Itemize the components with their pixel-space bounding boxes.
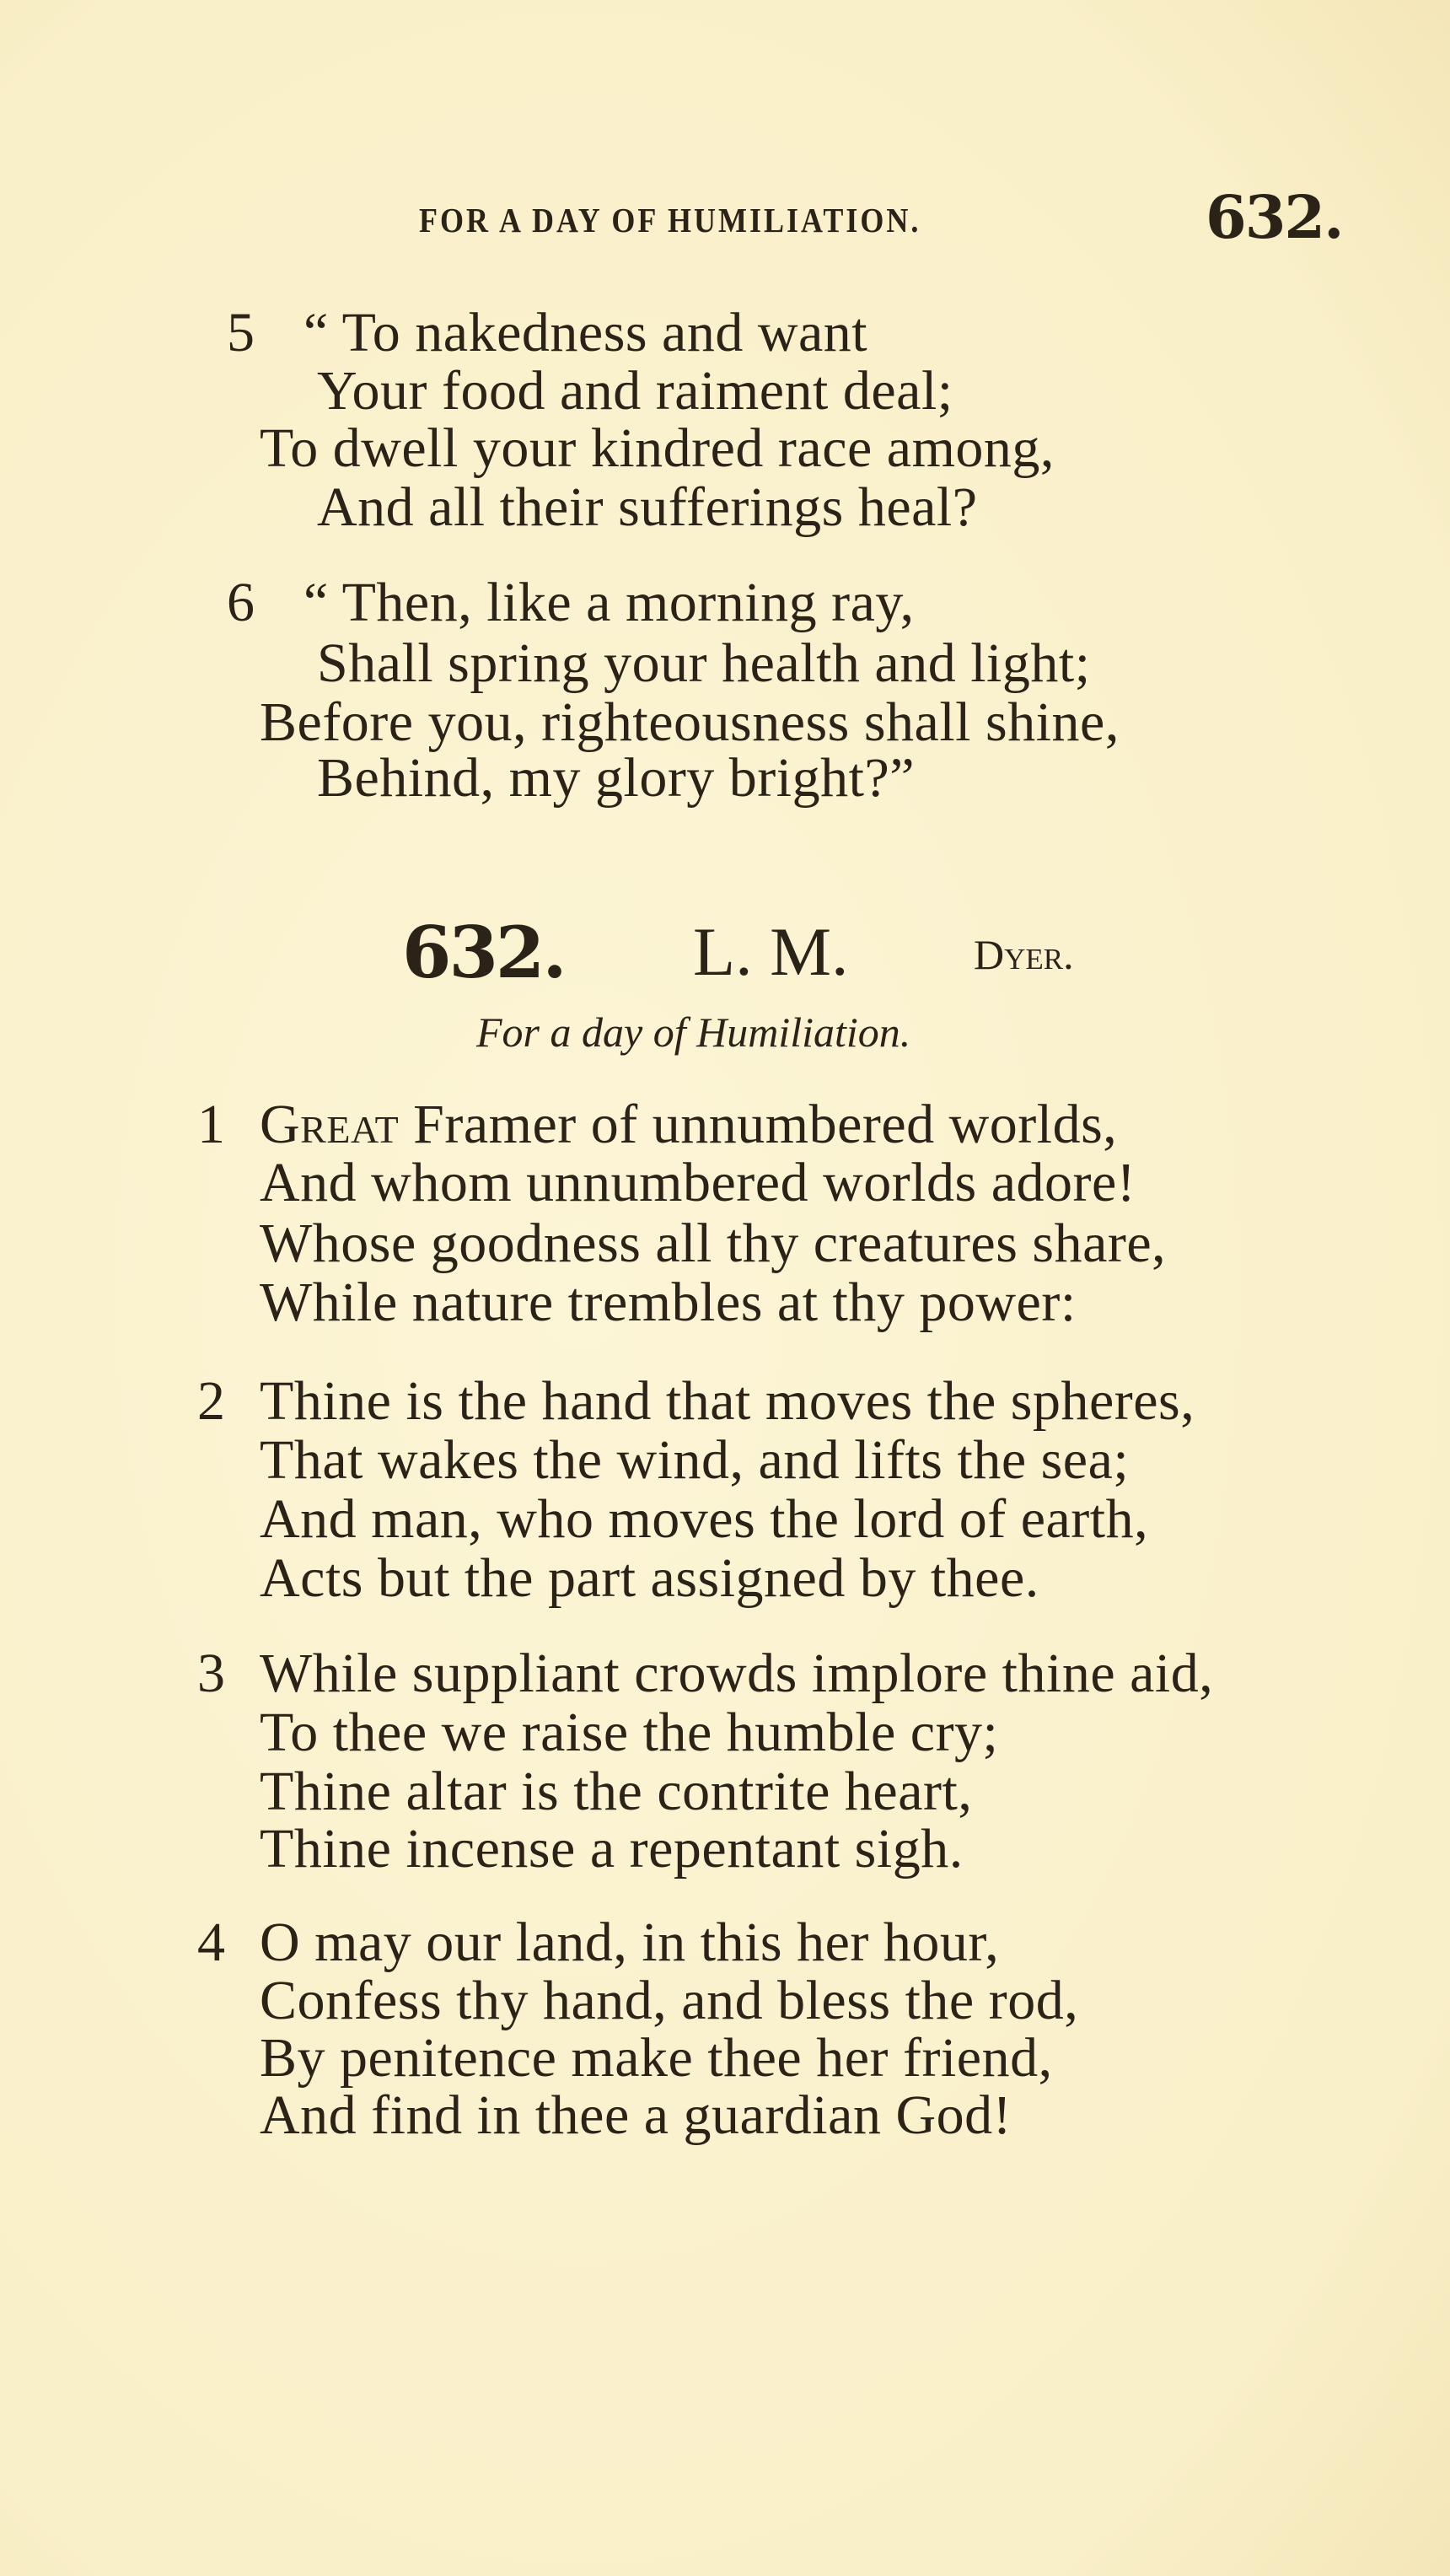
verse-line: Confess thy hand, and bless the rod, [260,1970,1079,2031]
running-title: FOR A DAY OF HUMILIATION. [419,201,921,239]
verse-line: “ Then, like a morning ray, [303,572,915,633]
verse-line: And whom unnumbered worlds adore! [260,1152,1136,1213]
verse-line: O may our land, in this her hour, [260,1912,1000,1973]
verse-line: “ To nakedness and want [303,302,868,363]
verse-line: Thine altar is the contrite heart, [260,1761,973,1822]
stanza-number: 1 [197,1094,225,1155]
verse-line-rest: Framer of unnumbered worlds, [413,1094,1118,1155]
verse-line: By penitence make thee her friend, [260,2027,1053,2089]
hymn-meter: L. M. [693,913,849,990]
verse-line: Behind, my glory bright?” [317,747,916,809]
verse-line: Thine is the hand that moves the spheres, [260,1370,1195,1432]
verse-line: To thee we raise the humble cry; [260,1702,999,1763]
verse-line: That wakes the wind, and lifts the sea; [260,1429,1130,1491]
verse-line: Your food and raiment deal; [317,360,953,422]
verse-line: Acts but the part assigned by thee. [260,1547,1039,1609]
verse-line: Shall spring your health and light; [317,632,1091,694]
verse-line: Whose goodness all thy creatures share, [260,1213,1167,1274]
hymn-tune: Dyer. [974,931,1074,978]
stanza-number: 4 [197,1912,225,1973]
stanza-number: 2 [197,1370,225,1432]
page-number: 632. [1206,182,1343,252]
verse-line: And find in thee a guardian God! [260,2084,1012,2146]
verse-line [260,1091,1117,1159]
hymn-number: 632. [402,911,565,994]
verse-line: And man, who moves the lord of earth, [260,1488,1149,1550]
verse-line: Before you, righteousness shall shine, [260,691,1120,753]
stanza-number: 6 [227,572,255,633]
stanza-number: 3 [197,1643,225,1704]
verse-line: While suppliant crowds implore thine aid, [260,1643,1214,1704]
verse-line: While nature trembles at thy power: [260,1272,1077,1333]
hymn-subtitle: For a day of Humiliation. [476,1008,911,1056]
first-word-small-caps: Great [260,1094,400,1155]
verse-line: Thine incense a repentant sigh. [260,1818,964,1880]
verse-line: To dwell your kindred race among, [260,417,1055,479]
verse-line: And all their sufferings heal? [317,476,978,538]
stanza-number: 5 [227,302,255,363]
